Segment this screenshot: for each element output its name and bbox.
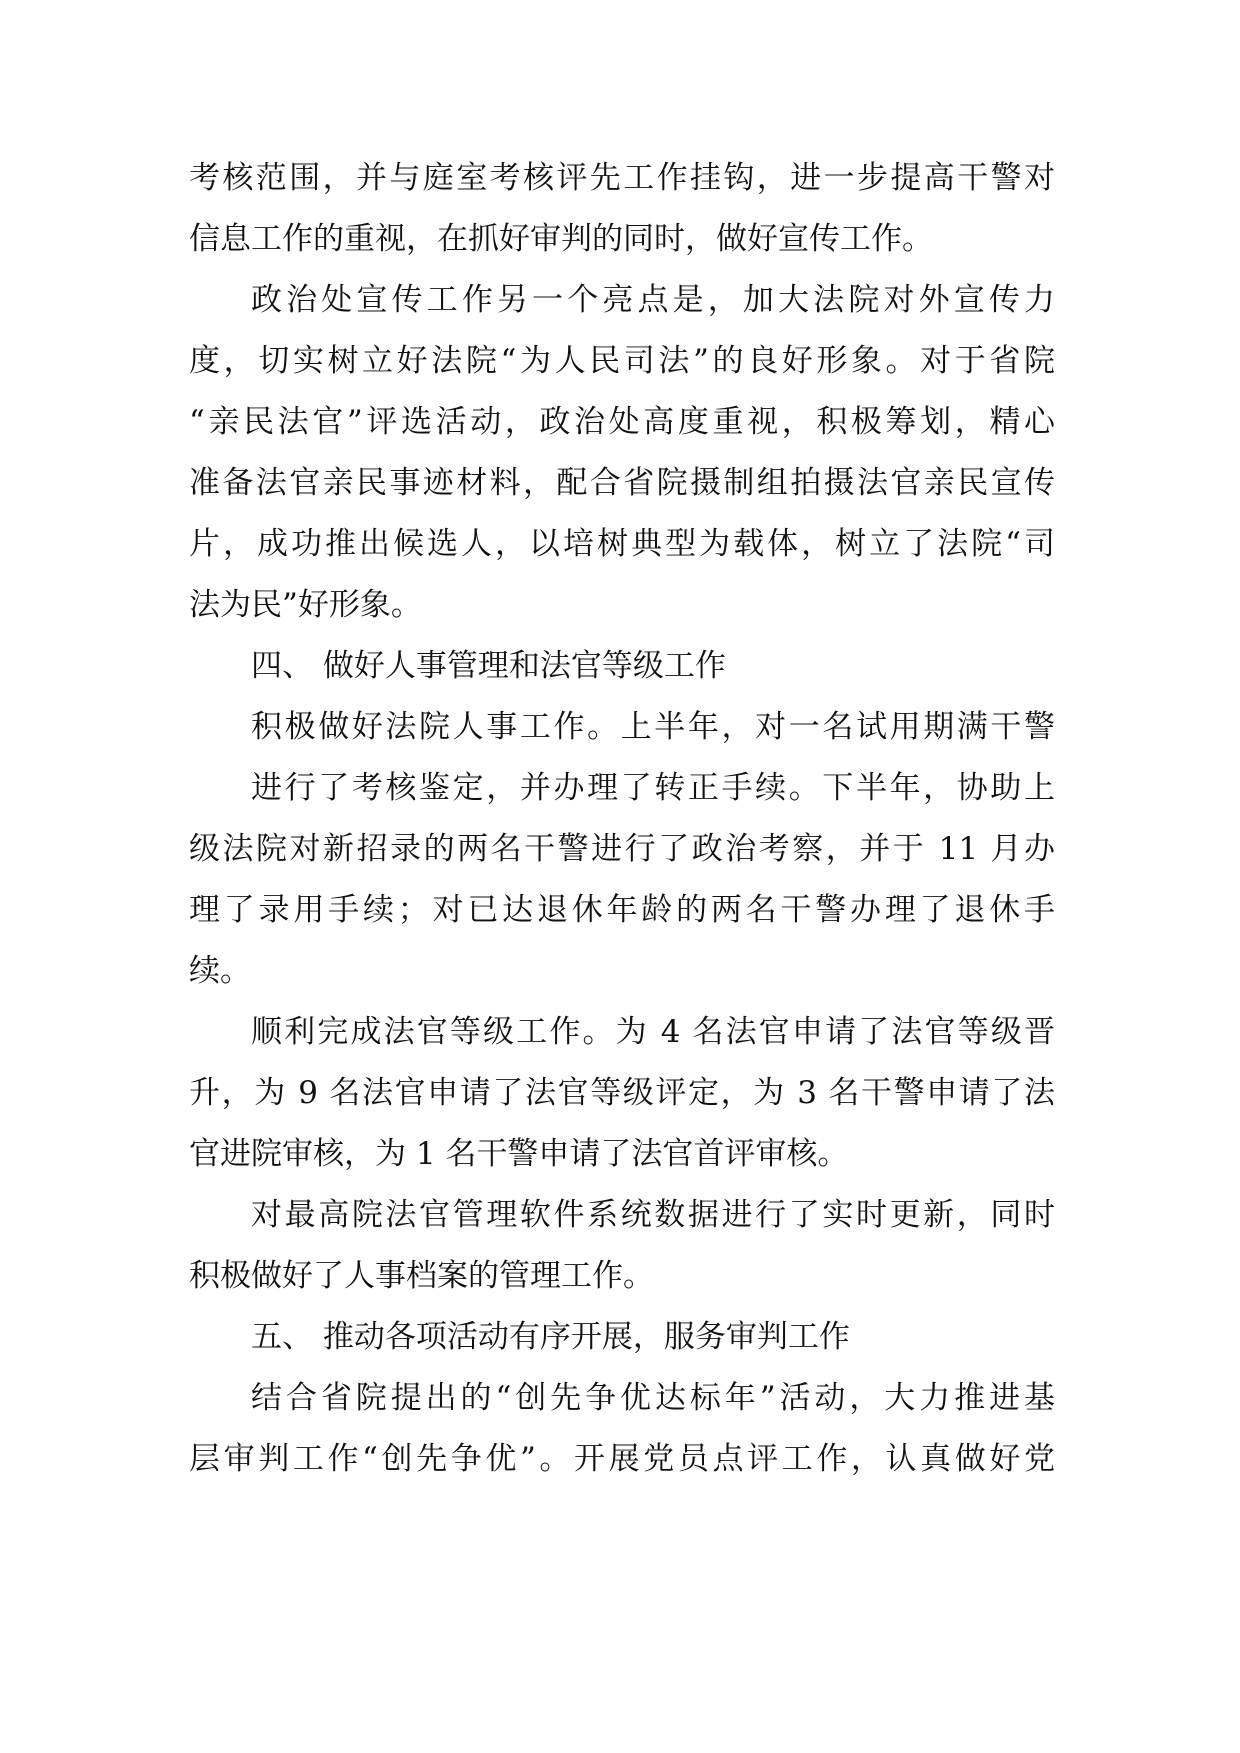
text-line: 理了录用手续；对已达退休年龄的两名干警办理了退休手 bbox=[189, 892, 1055, 928]
text-line: 考核范围，并与庭室考核评先工作挂钩，进一步提高干警对 bbox=[189, 160, 1055, 196]
paragraph-publicity bbox=[189, 270, 1055, 636]
text-line: 积极做好法院人事工作。上半年，对一名试用期满干警 bbox=[251, 709, 1055, 745]
text-line: 进行了考核鉴定，并办理了转正手续。下半年，协助上 bbox=[251, 770, 1055, 806]
paragraph-personnel-b bbox=[189, 758, 1055, 1002]
paragraph-grades bbox=[189, 1002, 1055, 1185]
paragraph-software bbox=[189, 1185, 1055, 1307]
paragraph-continuation bbox=[189, 148, 1055, 270]
text-line: “亲民法官”评选活动，政治处高度重视，积极筹划，精心 bbox=[189, 404, 1055, 440]
text-line: 积极做好了人事档案的管理工作。 bbox=[189, 1258, 654, 1294]
text-line: 片，成功推出候选人，以培树典型为载体，树立了法院“司 bbox=[189, 526, 1055, 562]
heading-text: 五、 推动各项活动有序开展，服务审判工作 bbox=[251, 1319, 850, 1355]
document-body bbox=[189, 148, 1055, 1490]
text-line: 顺利完成法官等级工作。为 4 名法官申请了法官等级晋 bbox=[251, 1014, 1055, 1050]
text-line: 法为民”好形象。 bbox=[189, 587, 422, 623]
text-line: 政治处宣传工作另一个亮点是，加大法院对外宣传力 bbox=[251, 282, 1055, 318]
text-line: 度，切实树立好法院“为人民司法”的良好形象。对于省院 bbox=[189, 343, 1055, 379]
paragraph-activities bbox=[189, 1368, 1055, 1490]
text-line: 结合省院提出的“创先争优达标年”活动，大力推进基 bbox=[251, 1380, 1055, 1416]
text-line: 层审判工作“创先争优”。开展党员点评工作，认真做好党 bbox=[189, 1441, 1055, 1477]
paragraph-personnel-a bbox=[189, 697, 1055, 758]
heading-text: 四、 做好人事管理和法官等级工作 bbox=[251, 648, 726, 684]
text-line: 对最高院法官管理软件系统数据进行了实时更新，同时 bbox=[251, 1197, 1055, 1233]
text-line: 信息工作的重视，在抓好审判的同时，做好宣传工作。 bbox=[189, 221, 933, 257]
section-heading-five bbox=[189, 1307, 1055, 1368]
section-heading-four bbox=[189, 636, 1055, 697]
text-line: 官进院审核，为 1 名干警申请了法官首评审核。 bbox=[189, 1136, 849, 1172]
text-line: 准备法官亲民事迹材料，配合省院摄制组拍摄法官亲民宣传 bbox=[189, 465, 1055, 501]
text-line: 升，为 9 名法官申请了法官等级评定，为 3 名干警申请了法 bbox=[189, 1075, 1055, 1111]
text-line: 续。 bbox=[189, 953, 251, 989]
text-line: 级法院对新招录的两名干警进行了政治考察，并于 11 月办 bbox=[189, 831, 1055, 867]
